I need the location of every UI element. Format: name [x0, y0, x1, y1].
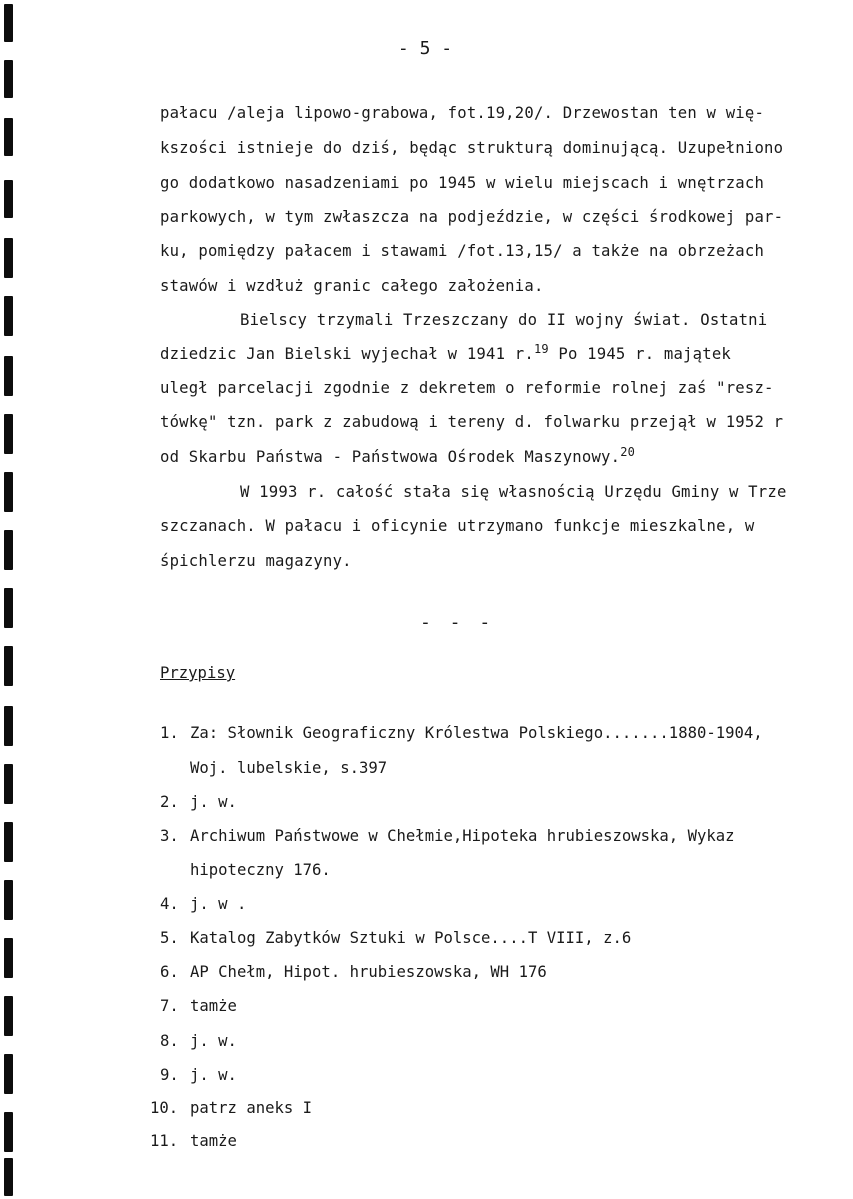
binding-mark: [4, 1158, 13, 1196]
footnote-number: 10.: [150, 1099, 179, 1117]
footnote-ref: 19: [533, 342, 549, 356]
footnote-number: 6.: [160, 963, 179, 981]
footnote-number: 11.: [150, 1132, 179, 1150]
footnote-number: 5.: [160, 929, 179, 947]
binding-mark: [4, 296, 13, 336]
footnote-text: patrz aneks I: [190, 1099, 313, 1117]
footnote-text: j. w.: [190, 1032, 237, 1050]
binding-mark: [4, 356, 13, 396]
body-text: dziedzic Jan Bielski wyjechał w 1941 r.: [160, 345, 534, 363]
footnote-text: Archiwum Państwowe w Chełmie,Hipoteka hrubieszowska, Wykaz: [190, 827, 735, 845]
footnote-number: 2.: [160, 793, 179, 811]
body-line: uległ parcelacji zgodnie z dekretem o reformie rolnej zaś "resz-: [160, 379, 774, 397]
binding-mark: [4, 4, 13, 42]
footnote-text: j. w.: [190, 793, 237, 811]
binding-mark: [4, 646, 13, 686]
binding-mark: [4, 1054, 13, 1094]
footnote-text: hipoteczny 176.: [190, 861, 331, 879]
footnote-text: Katalog Zabytków Sztuki w Polsce....T VIII, z.6: [190, 929, 632, 947]
body-line: [160, 445, 636, 466]
footnote-number: 1.: [160, 724, 179, 742]
binding-mark: [4, 530, 13, 570]
footnote-number: 8.: [160, 1032, 179, 1050]
body-line: parkowych, w tym zwłaszcza na podjeździe, w części środkowej par-: [160, 208, 784, 226]
binding-mark: [4, 588, 13, 628]
body-line: tówkę" tzn. park z zabudową i tereny d. folwarku przejął w 1952 r: [160, 413, 784, 431]
body-line: [160, 342, 731, 363]
binding-mark: [4, 1112, 13, 1152]
binding-mark: [4, 938, 13, 978]
body-line: śpichlerzu magazyny.: [160, 552, 352, 570]
footnote-ref: 20: [620, 445, 636, 459]
binding-mark: [4, 880, 13, 920]
body-text: Po 1945 r. majątek: [558, 345, 731, 363]
footnote-number: 4.: [160, 895, 179, 913]
binding-mark: [4, 180, 13, 218]
footnotes-heading: Przypisy: [160, 664, 236, 682]
binding-mark: [4, 118, 13, 156]
footnote-text: Za: Słownik Geograficzny Królestwa Polskiego.......1880-1904,: [190, 724, 763, 742]
footnote-text: j. w .: [190, 895, 247, 913]
binding-mark: [4, 822, 13, 862]
binding-mark: [4, 414, 13, 454]
page-number: - 5 -: [397, 38, 453, 59]
body-line: W 1993 r. całość stała się własnością Urzędu Gminy w Trze: [240, 483, 787, 501]
footnote-text: Woj. lubelskie, s.397: [190, 759, 388, 777]
body-line: pałacu /aleja lipowo-grabowa, fot.19,20/. Drzewostan ten w wię-: [160, 104, 765, 122]
footnote-text: j. w.: [190, 1066, 237, 1084]
footnote-text: tamże: [190, 1132, 237, 1150]
body-line: ku, pomiędzy pałacem i stawami /fot.13,15/ a także na obrzeżach: [160, 242, 765, 260]
footnote-number: 9.: [160, 1066, 179, 1084]
footnote-text: AP Chełm, Hipot. hrubieszowska, WH 176: [190, 963, 547, 981]
binding-mark: [4, 238, 13, 278]
section-separator: - - -: [420, 612, 495, 633]
body-line: szczanach. W pałacu i oficynie utrzymano funkcje mieszkalne, w: [160, 517, 755, 535]
binding-mark: [4, 764, 13, 804]
binding-mark: [4, 60, 13, 98]
binding-mark: [4, 706, 13, 746]
footnote-number: 7.: [160, 997, 179, 1015]
body-line: kszości istnieje do dziś, będąc strukturą dominującą. Uzupełniono: [160, 139, 784, 157]
binding-mark: [4, 996, 13, 1036]
body-line: stawów i wzdłuż granic całego założenia.: [160, 277, 544, 295]
body-line: Bielscy trzymali Trzeszczany do II wojny świat. Ostatni: [240, 311, 768, 329]
binding-mark: [4, 472, 13, 512]
binding-holes: [0, 0, 20, 1199]
body-line: go dodatkowo nasadzeniami po 1945 w wielu miejscach i wnętrzach: [160, 174, 765, 192]
body-text: od Skarbu Państwa - Państwowa Ośrodek Maszynowy.: [160, 448, 621, 466]
footnote-text: tamże: [190, 997, 237, 1015]
footnote-number: 3.: [160, 827, 179, 845]
